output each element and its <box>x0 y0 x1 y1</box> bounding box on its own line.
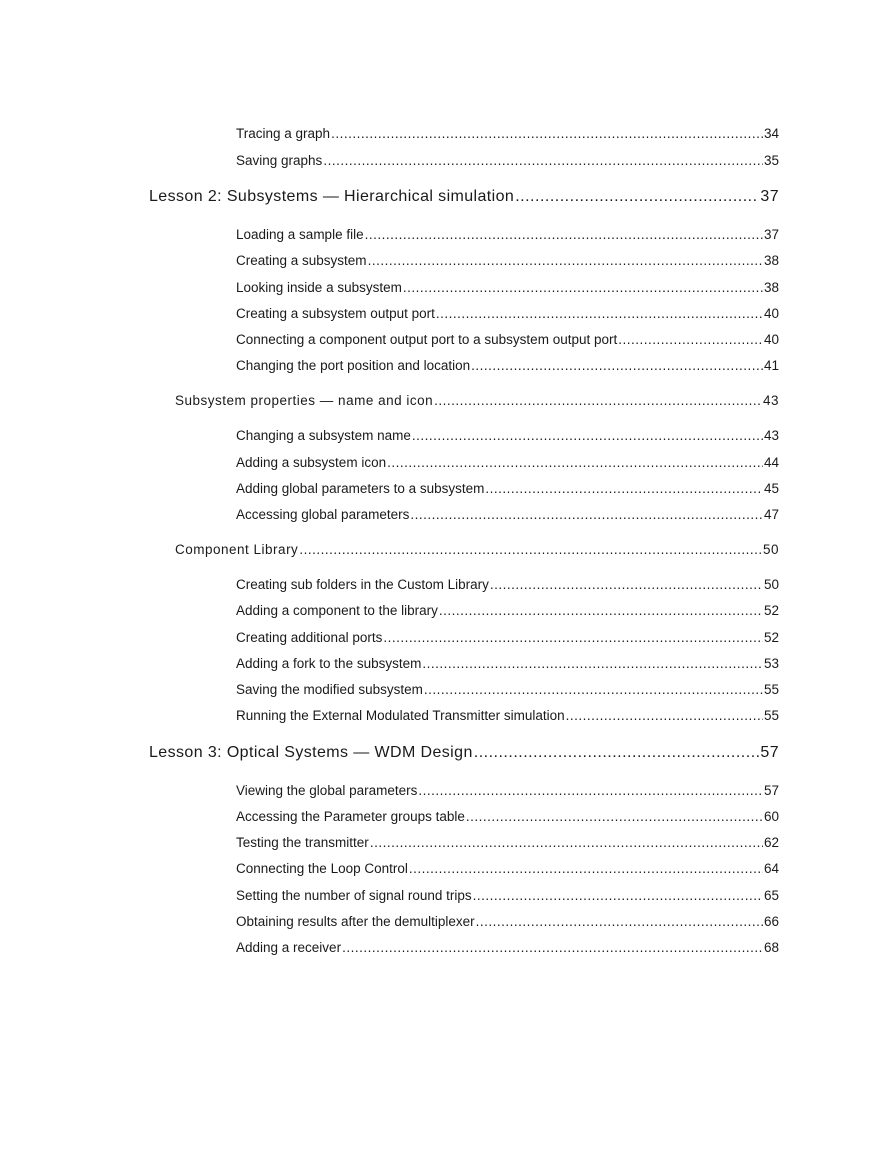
toc-entry-title: Loading a sample file <box>236 227 364 242</box>
toc-entry-title: Changing a subsystem name <box>236 428 411 443</box>
toc-entry-title: Creating additional ports <box>236 630 383 645</box>
toc-entry-title: Adding a subsystem icon <box>236 455 387 470</box>
toc-entry-page: 34 <box>763 126 779 141</box>
toc-entry-page: 65 <box>763 888 779 903</box>
toc-entry-title: Lesson 2: Subsystems — Hierarchical simulation <box>149 188 515 205</box>
toc-entry-title: Connecting a component output port to a subsystem output port <box>236 332 618 347</box>
toc-leader-dots <box>474 744 760 762</box>
toc-leader-dots <box>299 542 762 557</box>
toc-entry-page: 45 <box>763 481 779 496</box>
toc-entry-page: 57 <box>760 744 779 761</box>
toc-entry-title: Adding a fork to the subsystem <box>236 656 422 671</box>
toc-entry-page: 57 <box>763 783 779 798</box>
toc-entry-page: 52 <box>763 603 779 618</box>
toc-entry-page: 50 <box>762 542 779 557</box>
toc-leader-dots <box>418 783 763 798</box>
toc-entry-title: Lesson 3: Optical Systems — WDM Design <box>149 744 473 761</box>
toc-section-heading[interactable] <box>175 393 779 408</box>
toc-entry[interactable] <box>236 153 779 168</box>
toc-leader-dots <box>365 227 763 242</box>
toc-entry-title: Adding a receiver <box>236 940 342 955</box>
toc-entry[interactable] <box>236 332 779 347</box>
toc-entry[interactable] <box>236 861 779 876</box>
toc-entry-title: Viewing the global parameters <box>236 783 418 798</box>
toc-entry[interactable] <box>236 280 779 295</box>
toc-entry[interactable] <box>236 306 779 321</box>
toc-entry-title: Subsystem properties — name and icon <box>175 393 434 408</box>
toc-entry-page: 50 <box>763 577 779 592</box>
toc-entry[interactable] <box>236 428 779 443</box>
toc-entry[interactable] <box>236 577 779 592</box>
toc-entry-title: Running the External Modulated Transmitter simulation <box>236 708 565 723</box>
toc-leader-dots <box>424 682 763 697</box>
toc-entry[interactable] <box>236 682 779 697</box>
toc-entry-title: Tracing a graph <box>236 126 331 141</box>
toc-entry-page: 38 <box>763 280 779 295</box>
toc-lesson-heading[interactable] <box>149 188 779 206</box>
toc-entry-title: Setting the number of signal round trips <box>236 888 472 903</box>
toc-entry[interactable] <box>236 809 779 824</box>
toc-entry-title: Creating a subsystem <box>236 253 367 268</box>
toc-entry-page: 44 <box>763 455 779 470</box>
toc-leader-dots <box>412 428 763 443</box>
toc-entry-title: Accessing the Parameter groups table <box>236 809 465 824</box>
toc-entry-title: Creating sub folders in the Custom Library <box>236 577 489 592</box>
toc-entry[interactable] <box>236 940 779 955</box>
toc-leader-dots <box>323 153 763 168</box>
toc-entry[interactable] <box>236 507 779 522</box>
toc-leader-dots <box>490 577 763 592</box>
toc-leader-dots <box>471 358 763 373</box>
toc-entry-page: 47 <box>763 507 779 522</box>
toc-leader-dots <box>409 861 763 876</box>
toc-leader-dots <box>515 188 759 206</box>
toc-leader-dots <box>473 888 763 903</box>
toc-leader-dots <box>403 280 763 295</box>
toc-entry[interactable] <box>236 630 779 645</box>
toc-entry-title: Connecting the Loop Control <box>236 861 408 876</box>
toc-entry[interactable] <box>236 227 779 242</box>
toc-entry[interactable] <box>236 481 779 496</box>
toc-leader-dots <box>383 630 763 645</box>
toc-entry-title: Looking inside a subsystem <box>236 280 402 295</box>
toc-entry-title: Saving the modified subsystem <box>236 682 423 697</box>
toc-leader-dots <box>476 914 763 929</box>
toc-entry-page: 43 <box>762 393 779 408</box>
toc-entry[interactable] <box>236 835 779 850</box>
toc-entry-title: Component Library <box>175 542 299 557</box>
toc-leader-dots <box>466 809 763 824</box>
toc-leader-dots <box>618 332 763 347</box>
toc-entry-page: 38 <box>763 253 779 268</box>
toc-lesson-heading[interactable] <box>149 744 779 762</box>
toc-entry-page: 37 <box>760 188 779 205</box>
toc-entry[interactable] <box>236 603 779 618</box>
toc-entry-title: Testing the transmitter <box>236 835 369 850</box>
toc-leader-dots <box>370 835 763 850</box>
toc-entry-page: 40 <box>763 332 779 347</box>
toc-leader-dots <box>410 507 763 522</box>
toc-leader-dots <box>436 306 763 321</box>
toc-entry-title: Changing the port position and location <box>236 358 471 373</box>
toc-leader-dots <box>342 940 763 955</box>
toc-entry-page: 68 <box>763 940 779 955</box>
toc-entry-page: 37 <box>763 227 779 242</box>
toc-entry-page: 40 <box>763 306 779 321</box>
toc-entry-page: 66 <box>763 914 779 929</box>
toc-entry-page: 53 <box>763 656 779 671</box>
toc-entry-title: Adding global parameters to a subsystem <box>236 481 485 496</box>
toc-entry[interactable] <box>236 708 779 723</box>
toc-entry-title: Accessing global parameters <box>236 507 410 522</box>
toc-entry-page: 41 <box>763 358 779 373</box>
toc-entry[interactable] <box>236 126 779 141</box>
toc-leader-dots <box>439 603 763 618</box>
toc-entry-page: 35 <box>763 153 779 168</box>
toc-entry-page: 43 <box>763 428 779 443</box>
toc-entry[interactable] <box>236 358 779 373</box>
toc-leader-dots <box>566 708 763 723</box>
toc-entry-title: Obtaining results after the demultiplexer <box>236 914 475 929</box>
toc-leader-dots <box>434 393 762 408</box>
toc-entry-page: 55 <box>763 708 779 723</box>
toc-entry-page: 64 <box>763 861 779 876</box>
toc-entry[interactable] <box>236 914 779 929</box>
toc-entry[interactable] <box>236 253 779 268</box>
toc-entry-page: 55 <box>763 682 779 697</box>
toc-entry-page: 52 <box>763 630 779 645</box>
toc-entry-title: Adding a component to the library <box>236 603 438 618</box>
toc-leader-dots <box>422 656 763 671</box>
toc-entry[interactable] <box>236 455 779 470</box>
toc-entry-page: 62 <box>763 835 779 850</box>
toc-entry-title: Creating a subsystem output port <box>236 306 435 321</box>
toc-entry[interactable] <box>236 888 779 903</box>
toc-leader-dots <box>368 253 763 268</box>
toc-leader-dots <box>331 126 763 141</box>
toc-entry-page: 60 <box>763 809 779 824</box>
toc-leader-dots <box>485 481 763 496</box>
toc-entry[interactable] <box>236 783 779 798</box>
toc-entry[interactable] <box>236 656 779 671</box>
toc-leader-dots <box>387 455 763 470</box>
toc-section-heading[interactable] <box>175 542 779 557</box>
toc-entry-title: Saving graphs <box>236 153 323 168</box>
